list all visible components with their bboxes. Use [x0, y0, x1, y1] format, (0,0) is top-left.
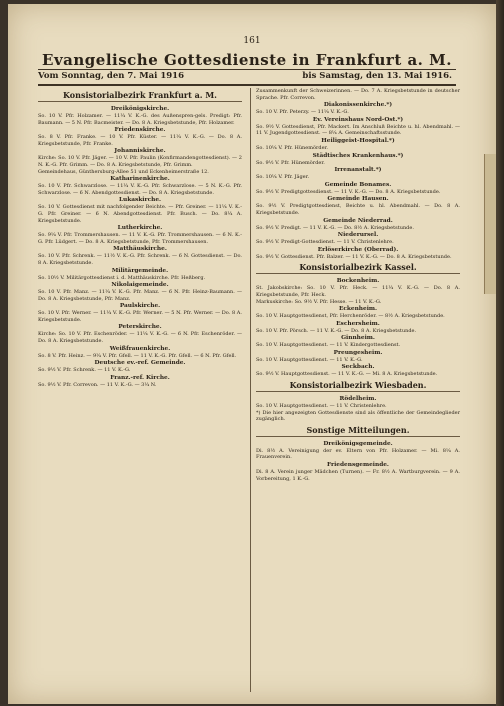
church-heading: Ginnheim. — [341, 335, 375, 342]
church-heading: Matthäuskirche. — [113, 246, 167, 253]
service-text: *) Die hier angezeigten Gottesdienste sind als öffentliche der Gemeindeglieder zugänglich. — [256, 409, 460, 423]
service-text: So. 10 V. Pfr. Schwarzlose. — 11¼ V. K.-G. Pfr. Schwarzlose. — 5 N. K.-G. Pfr. Schwarzlose. — 6 N. Abendgottesdienst. — Do. 8 A. Kriegsbetstunde. — [38, 183, 242, 196]
left-column — [38, 88, 242, 388]
section-heading: Sonstige Mitteilungen. — [256, 425, 460, 437]
column-divider — [250, 88, 251, 692]
section-heading: Konsistorialbezirk Kassel. — [256, 262, 460, 274]
service-text: So. 9½ V. Hauptgottesdienst. — 11 V. K.-G. — Mi. 8 A. Kriegsbetstunde. — [256, 371, 438, 378]
service-text: So. 9½ V. Gottesdienst. Pfr. Balzer. — 11 V. K.-G. — Do. 8 A. Kriegsbetstunde. — [256, 253, 452, 260]
title-rule — [38, 69, 456, 70]
church-heading: Irrenanstalt.*) — [334, 167, 382, 174]
service-text: So. 8 V. Pfr. Franke. — 10 V. Pfr. Küster. — 11¼ V. K.-G. — Do. 8 A. Kriegsbetstunde, Pfr. Franke. — [38, 134, 242, 147]
church-heading: Nikolaigemeinde. — [111, 282, 169, 289]
service-text: So. 10 V. Hauptgottesdienst. — 11 V. K.-G. — [256, 356, 363, 363]
service-text: Kirche: So. 10 V. Pfr. Jäger. — 10 V. Pfr. Paulin (Konfirmandengottesdienst). — 2 N. K.-G. Pfr. Grimm. — Do. 8 A. Kriegsbetstunde, Pfr. Grimm. — [38, 155, 242, 168]
service-text: So. 9½ V. Pfr. Correvon. — 11 V. K.-G. — 3¼ N. — [38, 381, 157, 388]
date-range — [38, 71, 452, 81]
service-text: So. 10 V. Pfr. Werner. — 11¼ V. K.-G. Pfr. Werner. — 5 N. Pfr. Werner. — Do. 8 A. Kriegsbetstunde. — [38, 310, 242, 323]
church-heading: Niederursel. — [337, 232, 379, 239]
church-heading: Friedensgemeinde. — [327, 462, 389, 469]
church-heading: Diakonissenkirche.*) — [323, 102, 393, 109]
service-text: So. 10 V. Gottesdienst mit nachfolgender Beichte. — Pfr. Greiner. — 11¼ V. K.-G. Pfr. Greiner. — 6 N. Abendgottesdienst. Pfr. Busch. — Do. 8¼ A. Kriegsbetstunde. — [38, 204, 242, 224]
date-rule — [38, 84, 456, 86]
church-heading: Lukaskirche. — [118, 197, 162, 204]
service-text: So. 8 V. Pfr. Heinz. — 9¼ V. Pfr. Gfell. — 11 V. K.-G. Pfr. Gfell. — 6 N. Pfr. Gfell. — [38, 352, 237, 359]
service-text: So. 10 V. Hauptgottesdienst. — 11 V. Christenlehre. — [256, 403, 387, 410]
service-text: So. 10 V. Pfr. Peterzy. — 11¼ V. K.-G. — [256, 109, 349, 116]
church-heading: Gemeinde Hausen. — [327, 196, 389, 203]
church-heading: Ev. Vereinshaus Nord-Ost.*) — [312, 116, 404, 123]
service-text: St. Jakobskirche: So. 10 V. Pfr. Heck. — 11¼ V. K.-G. — Do. 8 A. Kriegsbetstunde, Pfr. Heck. — [256, 285, 460, 298]
church-heading: Rödelheim. — [339, 396, 377, 403]
service-text: So. 10 V. Pfr. Schrenk. — 11½ V. K.-G. Pfr. Schrenk. — 6 N. Gottesdienst. — Do. 8 A. Kriegsbetstunde. — [38, 253, 242, 266]
church-heading: Lutherkirche. — [117, 225, 163, 232]
service-text: So. 10½ V. Militärgottesdienst i. d. Matthäuskirche. Pfr. Heßberg. — [38, 274, 206, 281]
service-text: Zusammenkunft der Schweizerinnen. — Do. 7 A. Kriegsbetstunde in deutscher Sprache. Pfr. Correvon. — [256, 88, 460, 101]
service-text: So. 10¼ V. Pfr. Hünemörder. — [256, 144, 328, 151]
church-heading: Gemeinde Bonames. — [324, 181, 392, 188]
page-title: Evangelische Gottesdienste in Frankfurt a. M. — [42, 51, 452, 69]
church-heading: Preungesheim. — [333, 349, 383, 356]
service-text: Kirche: So. 10 V. Pfr. Eschenröder. — 11¼ V. K.-G. — 6 N. Pfr. Eschenröder. — Do. 8 A. Kriegsbetstunde. — [38, 331, 242, 345]
church-heading: Seckbach. — [341, 364, 375, 371]
church-heading: Erlöserkirche (Oberrad). — [317, 246, 399, 253]
service-text: Gemeindehaus, Günthersburg-Allee 51 und Eckenheimerstraße 12. — [38, 168, 209, 175]
service-text: So. 10 V. Hauptgottesdienst, Pfr. Herchenröder. — 8½ A. Kriegsbetstunde. — [256, 313, 445, 320]
page-number: 161 — [243, 36, 261, 46]
service-text: So. 10 V. Pfr. Manz. — 11¼ V. K.-G. Pfr. Manz. — 6 N. Pfr. Heinz-Baumann. — Do. 8 A. Kriegsbetstunde, Pfr. Manz. — [38, 289, 242, 302]
right-column — [256, 88, 460, 482]
church-heading: Weißfrauenkirche. — [109, 345, 171, 352]
service-text: So. 9½ V. Pfr. Hünemörder. — [256, 159, 325, 166]
church-heading: Heiliggeist-Hospital.*) — [321, 137, 395, 144]
church-heading: Peterskirche. — [118, 324, 162, 331]
section-heading: Konsistorialbezirk Frankfurt a. M. — [38, 90, 242, 102]
church-heading: Militärgemeinde. — [111, 267, 169, 274]
service-text: So. 9½ V. Predigtgottesdienst. — 11 V. K.-G. — Do. 8 A. Kriegsbetstunde. — [256, 188, 441, 195]
book-edge — [496, 0, 504, 706]
service-text: So. 10 V. Hauptgottesdienst. — 11 V. Kindergottesdienst. — [256, 342, 401, 349]
service-text: So. 10 V. Pfr. Holzamer. — 11¼ V. K.-G. des Außenspren-gels. Predigt: Pfr. Baumann. — 5 N. Pfr. Bacmeister. — Do. 8 A. Kriegsbetstunde, Pfr. Holzamer. — [38, 113, 242, 126]
service-text: Di. 8 A. Verein junger Mädchen (Turnen). — Fr. 8½ A. Wartburgverein. — 9 A. Vorbereitung, 1 K.-G. — [256, 469, 460, 482]
church-heading: Eschersheim. — [336, 320, 380, 327]
date-end: bis Samstag, den 13. Mai 1916. — [302, 71, 452, 81]
church-heading: Franz.-ref. Kirche. — [110, 374, 170, 381]
church-heading: Gemeinde Niederrad. — [323, 217, 393, 224]
service-text: So. 9½ V. Gottesdienst, Pfr. Mackert. Im Anschluß Beichte u. hl. Abendmahl. — 11 V. Jugendgottesdienst. — 8¼ A. Gemeinschaftsstunde. — [256, 123, 460, 137]
church-heading: Dreikönigsgemeinde. — [323, 440, 393, 447]
service-text: So. 10 V. Pfr. Pörsch. — 11 V. K.-G. — Do. 8 A. Kriegsbetstunde. — [256, 327, 417, 334]
service-text: So. 9½ V. Predigt. — 11 V. K.-G. — Do. 8½ A. Kriegsbetstunde. — [256, 224, 414, 231]
service-text: So. 9½ V. Predigtgottesdienst, Beichte u. hl. Abendmahl. — Do. 8 A. Kriegsbetstunde. — [256, 203, 460, 216]
church-heading: Bockenheim. — [336, 278, 380, 285]
church-heading: Dreikönigskirche. — [110, 106, 170, 112]
section-heading: Konsistorialbezirk Wiesbaden. — [256, 380, 460, 392]
service-text: So. 9½ V. Pfr. Schrenk. — 11 V. K.-G. — [38, 367, 131, 374]
church-heading: Paulskirche. — [119, 303, 161, 310]
church-heading: Städtisches Krankenhaus.*) — [312, 152, 404, 159]
church-heading: Friedenskirche. — [114, 127, 166, 134]
service-text: So. 9½ V. Predigt-Gottesdienst. — 11 V. Christenlehre. — [256, 239, 394, 246]
church-heading: Eckenheim. — [338, 306, 378, 313]
service-text: Di. 8½ A. Vereinigung der ev. Eltern von Pfr. Holzamer. — Mi. 8¼ A. Frauenverein. — [256, 447, 460, 461]
date-start: Vom Sonntag, den 7. Mai 1916 — [38, 71, 184, 81]
church-heading: Deutsche ev.-ref. Gemeinde. — [94, 360, 186, 367]
service-text: So. 10¼ V. Pfr. Jäger. — [256, 174, 310, 181]
church-heading: Katharinenkirche. — [110, 176, 170, 183]
church-heading: Johanniskirche. — [114, 148, 166, 155]
newspaper-page — [8, 4, 496, 704]
service-text: Markuskirche: So. 9½ V. Pfr. Hesse. — 11 V. K.-G. — [256, 298, 382, 305]
service-text: So. 9¼ V. Pfr. Trommershausen. — 11 V. K.-G. Pfr. Trommershausen. — 6 N. K.-G. Pfr. Lüdgert. — Do. 8 A. Kriegsbetstunde, Pfr. Trommershausen. — [38, 232, 242, 245]
